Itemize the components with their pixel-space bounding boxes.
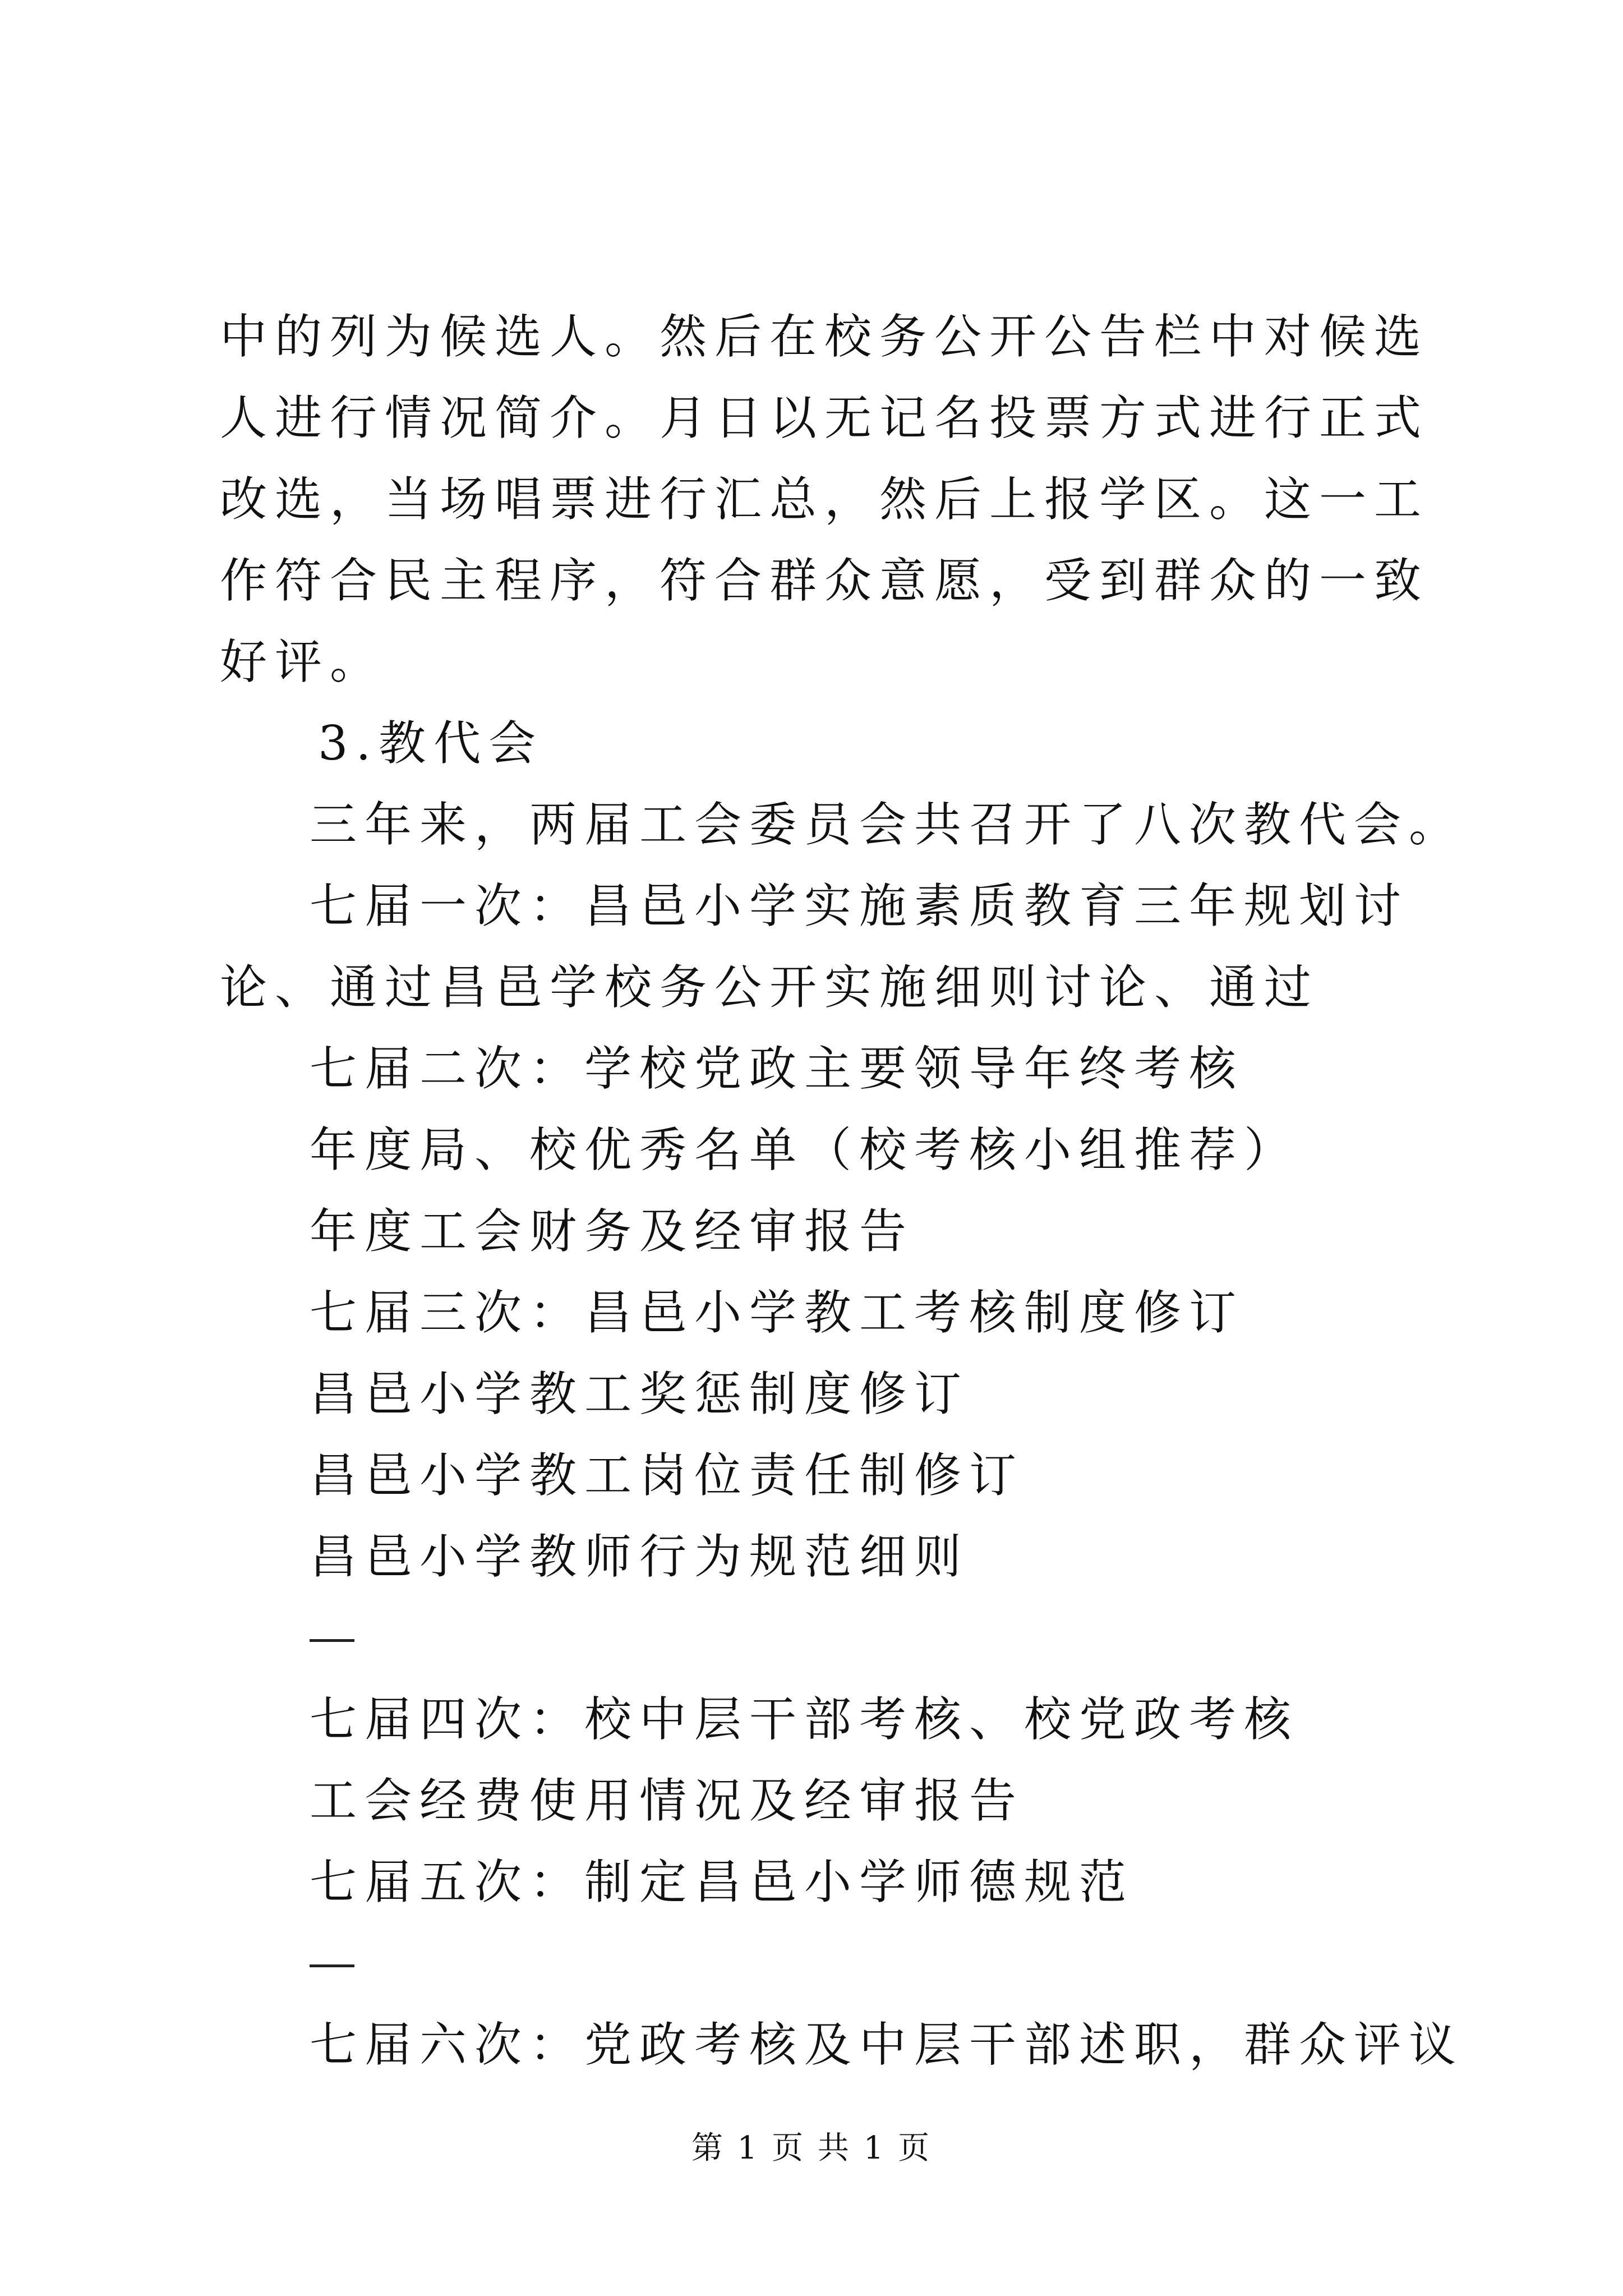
paragraph-session-6: 七届六次：党政考核及中层干部述职，群众评议 <box>310 2017 1464 2072</box>
paragraph-session-3-item-2: 昌邑小学教工岗位责任制修订 <box>310 1448 1025 1503</box>
page-footer: 第 1 页 共 1 页 <box>691 2130 932 2166</box>
paragraph-session-4-item-1: 工会经费使用情况及经审报告 <box>310 1773 1025 1828</box>
paragraph-session-2-item-2: 年度工会财务及经审报告 <box>310 1204 915 1259</box>
paragraph-session-1: 七届一次：昌邑小学实施素质教育三年规划讨论、通过昌邑学校务公开实施细则讨论、通过 <box>220 878 1409 1015</box>
paragraph-session-5: 七届五次：制定昌邑小学师德规范 <box>310 1855 1135 1910</box>
section-heading-teachers-congress: 3.教代会 <box>318 716 544 771</box>
paragraph-session-3-item-3: 昌邑小学教师行为规范细则 <box>310 1529 970 1584</box>
dash-separator <box>220 1598 1431 1679</box>
dash-separator <box>220 1923 1431 2004</box>
paragraph-session-2-item-1: 年度局、校优秀名单（校考核小组推荐） <box>310 1122 1299 1177</box>
paragraph-session-2: 七届二次：学校党政主要领导年终考核 <box>310 1041 1244 1096</box>
document-body <box>220 296 1464 2086</box>
paragraph-summary: 三年来，两届工会委员会共召开了八次教代会。 <box>310 797 1464 852</box>
paragraph-session-3: 七届三次：昌邑小学教工考核制度修订 <box>310 1285 1244 1340</box>
paragraph-session-4: 七届四次：校中层干部考核、校党政考核 <box>310 1692 1299 1747</box>
paragraph-session-3-item-1: 昌邑小学教工奖惩制度修订 <box>310 1366 970 1421</box>
paragraph-candidates: 中的列为候选人。然后在校务公开公告栏中对候选人进行情况简介。月日以无记名投票方式进行正式改选，当场唱票进行汇总，然后上报学区。这一工作符合民主程序，符合群众意愿，受到群众的一致好评。 <box>220 309 1430 689</box>
